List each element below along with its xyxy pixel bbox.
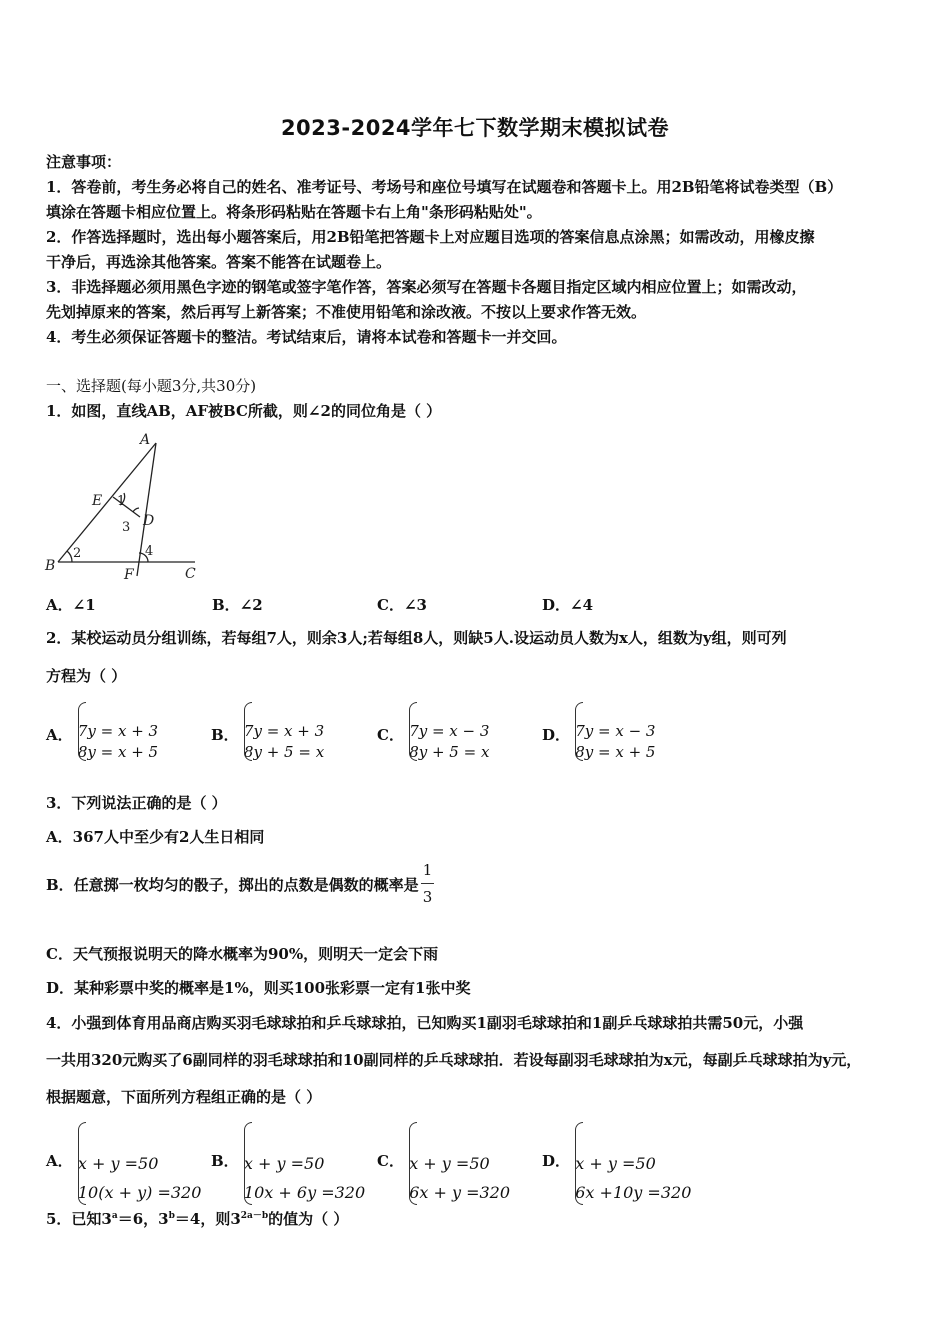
question-3-option-b[interactable]: B．任意掷一枚均匀的骰子，掷出的点数是偶数的概率是 $\frac{1}{3}$ xyxy=(46,861,433,906)
question-4-option-d[interactable]: D． x + y =50 6x +10y =320 xyxy=(542,1120,691,1207)
question-1-option-b[interactable]: B．∠2 xyxy=(212,596,263,614)
notice-line: 干净后，再选涂其他答案。答案不能答在试题卷上。 xyxy=(46,253,392,271)
question-4-stem: 4．小强到体育用品商店购买羽毛球球拍和乒乓球球拍，已知购买1副羽毛球球拍和1副乒乓球球拍共需50元，小强 xyxy=(46,1014,804,1032)
equation-system: 7y = x − 3 8y = x + 5 xyxy=(575,700,655,763)
angle-2-arc xyxy=(67,551,72,562)
notice-line: 1．答卷前，考生务必将自己的姓名、准考证号、考场号和座位号填写在试题卷和答题卡上。用2B铅笔将试卷类型（B） xyxy=(46,178,843,196)
notice-line: 2．作答选择题时，选出每小题答案后，用2B铅笔把答题卡上对应题目选项的答案信息点涂黑；如需改动，用橡皮擦 xyxy=(46,228,815,246)
question-3-option-d[interactable]: D．某种彩票中奖的概率是1%，则买100张彩票一定有1张中奖 xyxy=(46,979,471,997)
question-4-option-c[interactable]: C． x + y =50 6x + y =320 xyxy=(377,1120,510,1207)
question-3-option-c[interactable]: C．天气预报说明天的降水概率为90%，则明天一定会下雨 xyxy=(46,945,439,963)
equation-system: 7y = x + 3 8y = x + 5 xyxy=(78,700,158,763)
fraction: $\frac{1}{3}$ xyxy=(422,861,433,906)
label-d: D xyxy=(143,513,155,529)
label-e: E xyxy=(92,493,103,509)
label-c: C xyxy=(185,566,196,582)
question-2-option-a[interactable]: A． 7y = x + 3 8y = x + 5 xyxy=(46,700,158,763)
question-1-option-c[interactable]: C．∠3 xyxy=(377,596,427,614)
equation-system: 7y = x − 3 8y + 5 = x xyxy=(409,700,489,763)
question-4-stem-cont: 一共用320元购买了6副同样的羽毛球球拍和10副同样的乒乓球球拍．若设每副羽毛球球拍为x元，每副乒乓球球拍为y元， xyxy=(46,1051,862,1069)
equation-system: x + y =50 10x + 6y =320 xyxy=(244,1120,365,1207)
label-angle-3: 3 xyxy=(122,520,131,535)
question-1-figure xyxy=(40,430,205,585)
notice-heading: 注意事项： xyxy=(46,153,122,171)
notice-line: 4．考生必须保证答题卡的整洁。考试结束后，请将本试卷和答题卡一并交回。 xyxy=(46,328,567,346)
question-2-option-d[interactable]: D． 7y = x − 3 8y = x + 5 xyxy=(542,700,655,763)
question-1-option-d[interactable]: D．∠4 xyxy=(542,596,594,614)
label-f: F xyxy=(124,567,134,583)
question-1-stem: 1．如图，直线AB，AF被BC所截，则∠2的同位角是（ ） xyxy=(46,402,442,420)
notice-line: 先划掉原来的答案，然后再写上新答案；不准使用铅笔和涂改液。不按以上要求作答无效。 xyxy=(46,303,647,321)
label-a: A xyxy=(140,432,151,448)
question-4-option-b[interactable]: B． x + y =50 10x + 6y =320 xyxy=(211,1120,365,1207)
question-4-stem-cont: 根据题意，下面所列方程组正确的是（ ） xyxy=(46,1088,322,1106)
notice-line: 填涂在答题卡相应位置上。将条形码粘贴在答题卡右上角"条形码粘贴处"。 xyxy=(46,203,542,221)
equation-system: x + y =50 6x + y =320 xyxy=(409,1120,510,1207)
question-3-option-a[interactable]: A．367人中至少有2人生日相同 xyxy=(46,828,265,846)
question-2-stem-cont: 方程为（ ） xyxy=(46,667,127,685)
question-2-option-b[interactable]: B． 7y = x + 3 8y + 5 = x xyxy=(211,700,324,763)
angle-3-arc xyxy=(133,508,139,512)
equation-system: x + y =50 6x +10y =320 xyxy=(575,1120,691,1207)
label-angle-4: 4 xyxy=(145,544,154,559)
page-title: 2023-2024学年七下数学期末模拟试卷 xyxy=(280,116,670,140)
question-2-option-c[interactable]: C． 7y = x − 3 8y + 5 = x xyxy=(377,700,489,763)
question-4-option-a[interactable]: A． x + y =50 10(x + y) =320 xyxy=(46,1120,201,1207)
question-5-stem: 5．已知$3^a=6$，$3^b=4$，则$3^{2a-b}$的值为（ ） xyxy=(46,1210,349,1228)
label-angle-2: 2 xyxy=(73,546,82,561)
question-2-stem: 2．某校运动员分组训练，若每组7人，则余3人;若每组8人，则缺5人.设运动员人数为x人，组数为y组，则可列 xyxy=(46,629,787,647)
question-1-option-a[interactable]: A．∠1 xyxy=(46,596,96,614)
section-heading: 一、选择题(每小题3分,共30分) xyxy=(46,377,257,395)
notice-line: 3．非选择题必须用黑色字迹的钢笔或签字笔作答，答案必须写在答题卡各题目指定区域内相应位置上；如需改动， xyxy=(46,278,807,296)
question-3-stem: 3．下列说法正确的是（ ） xyxy=(46,794,227,812)
label-angle-1: 1 xyxy=(117,494,126,509)
label-b: B xyxy=(45,558,56,574)
equation-system: x + y =50 10(x + y) =320 xyxy=(78,1120,202,1207)
equation-system: 7y = x + 3 8y + 5 = x xyxy=(244,700,324,763)
